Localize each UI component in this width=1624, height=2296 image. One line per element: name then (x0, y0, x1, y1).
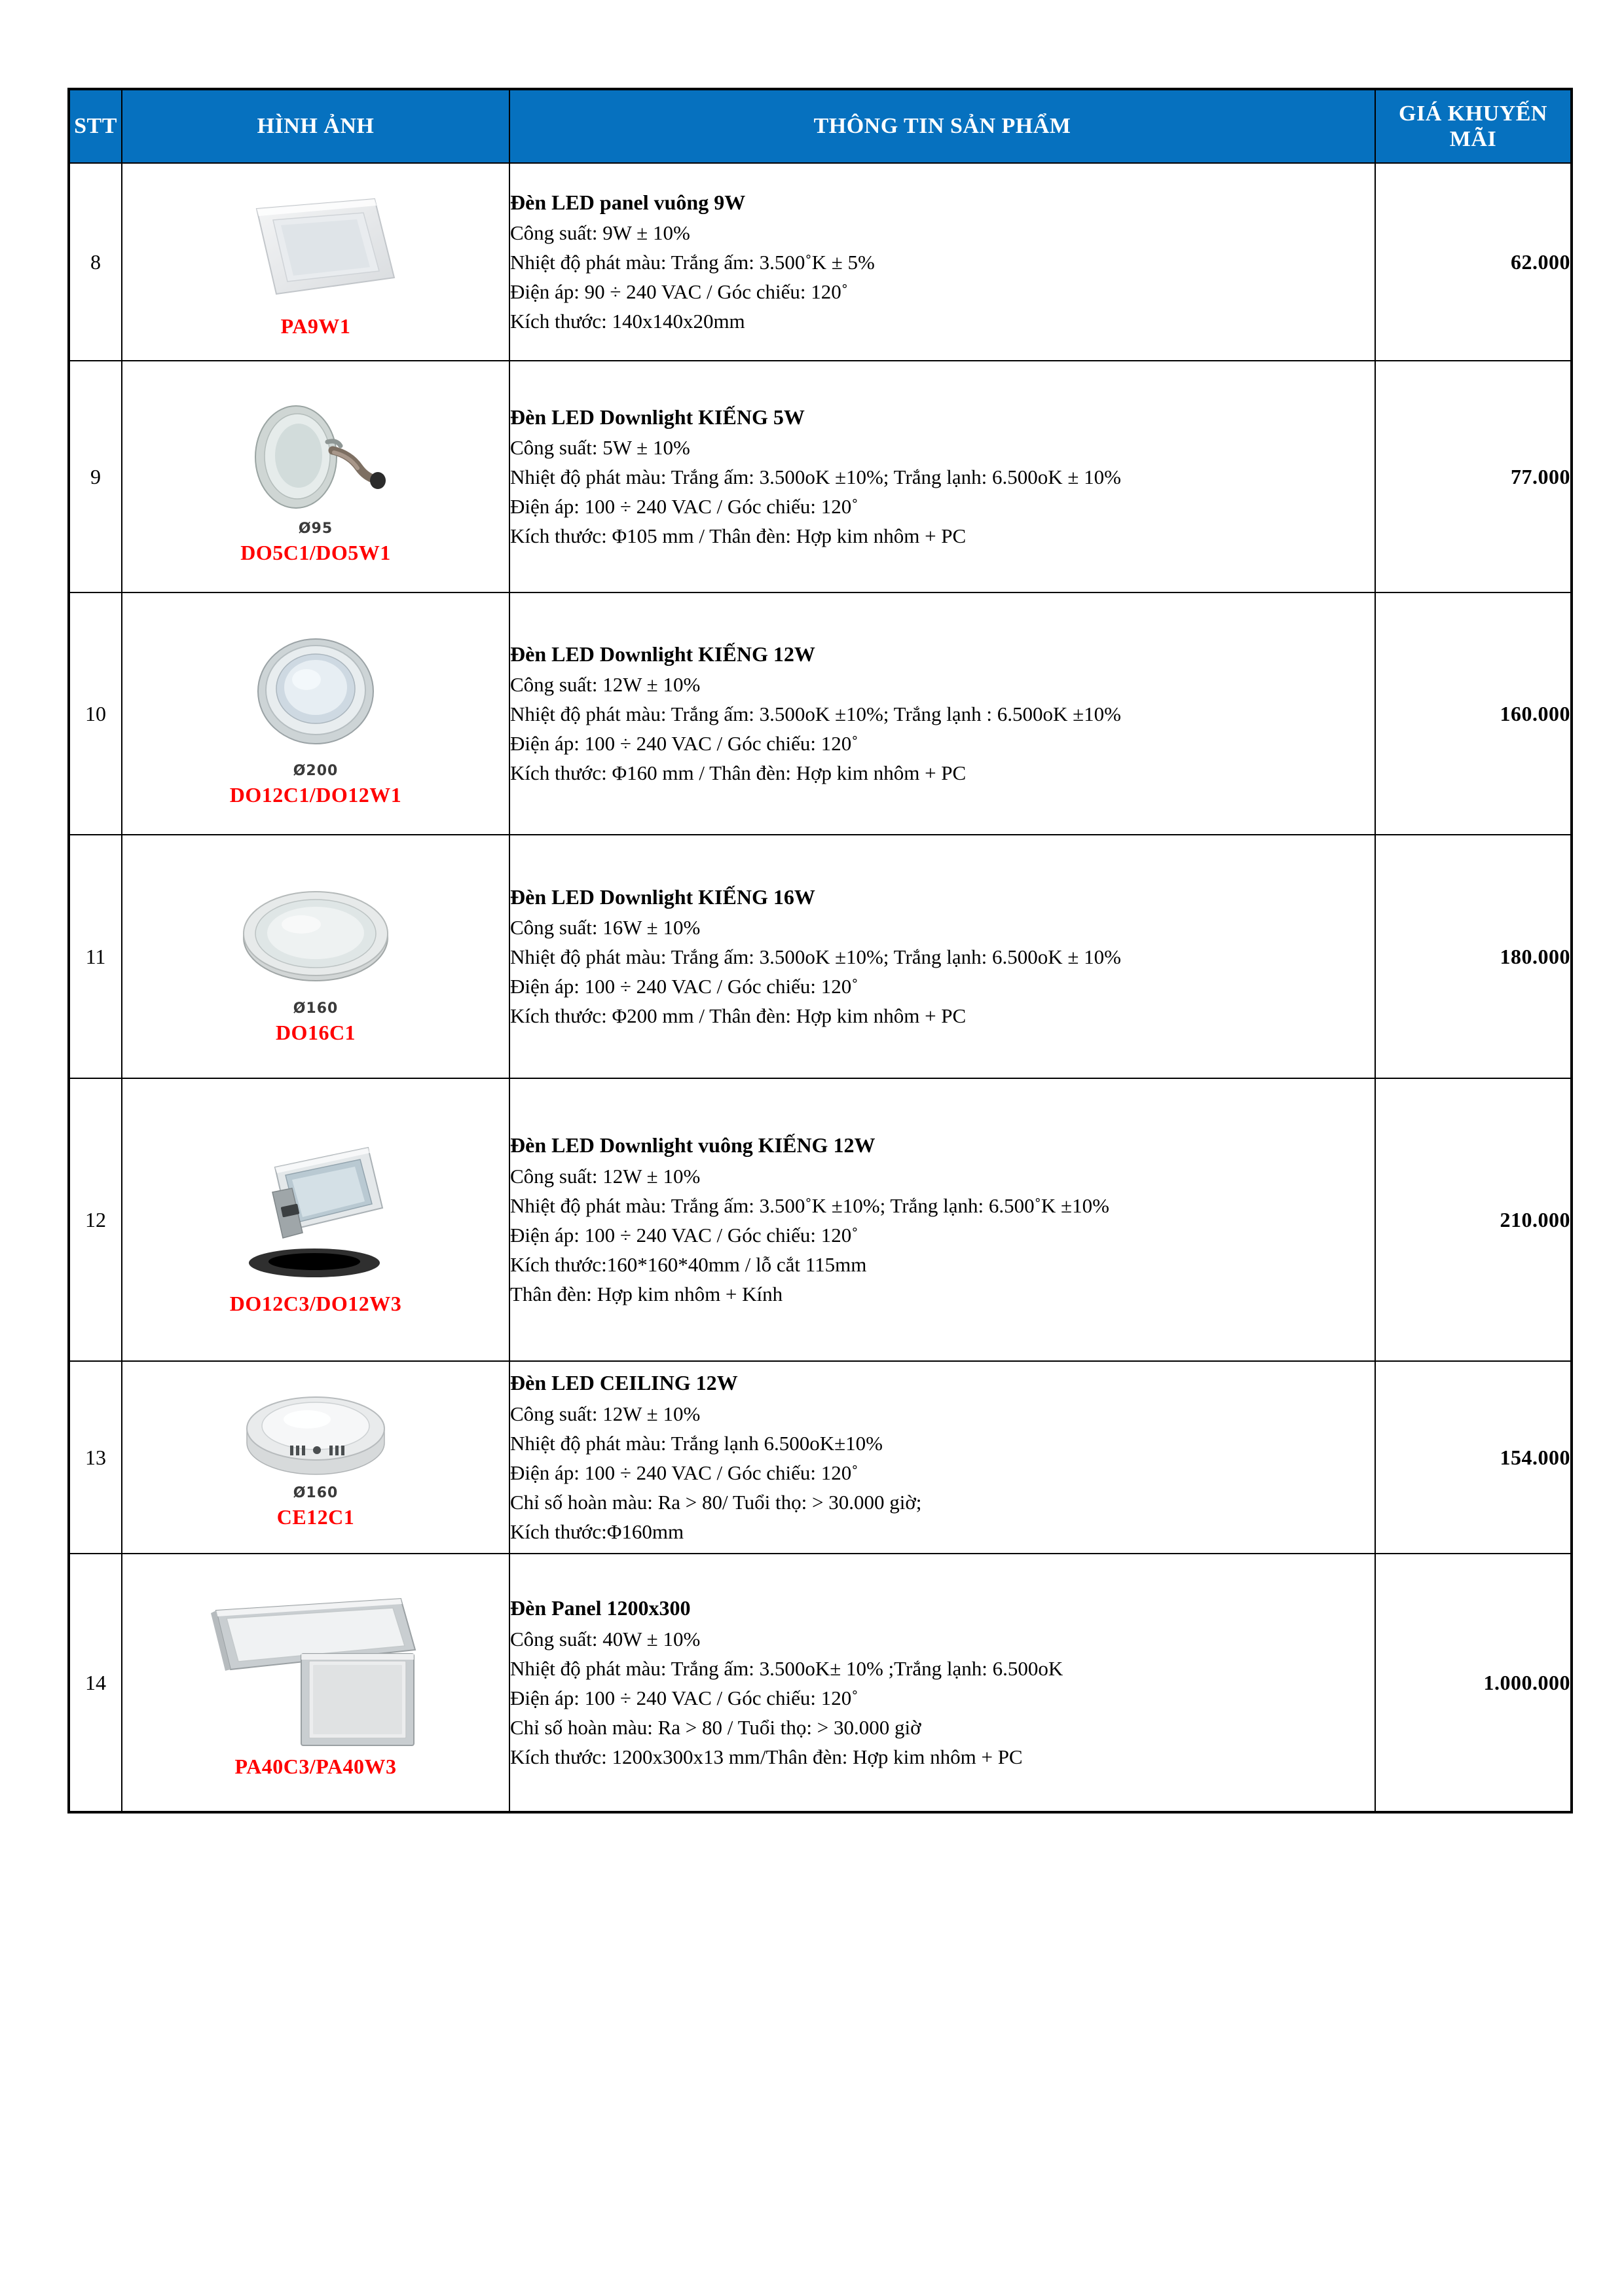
product-code: DO5C1/DO5W1 (240, 541, 391, 564)
product-code: DO12C1/DO12W1 (229, 782, 402, 807)
spec-line: Công suất: 5W ± 10% (510, 436, 690, 460)
spec-line: Công suất: 12W ± 10% (510, 673, 701, 697)
product-image-cell (122, 835, 509, 1078)
header-row (69, 89, 1572, 163)
spec-line: Nhiệt độ phát màu: Trắng ấm: 3.500oK± 10% ;Trắng lạnh: 6.500oK (510, 1656, 1063, 1680)
promo-price: 77.000 (1375, 361, 1572, 592)
product-title: Đèn LED Downlight KIẾNG 12W (510, 642, 815, 666)
spec-line: Điện áp: 100 ÷ 240 VAC / Góc chiếu: 120˚ (510, 732, 858, 756)
product-price-table (67, 88, 1573, 1813)
product-info-cell (509, 1554, 1375, 1812)
table-row (69, 163, 1572, 361)
spec-line: Thân đèn: Hợp kim nhôm + Kính (510, 1282, 783, 1305)
spec-line: Kích thước: 140x140x20mm (510, 310, 745, 333)
spec-line: Điện áp: 100 ÷ 240 VAC / Góc chiếu: 120˚ (510, 1461, 858, 1484)
dimension-label: Ø160 (293, 1000, 339, 1017)
header-info: THÔNG TIN SẢN PHẨM (509, 89, 1375, 163)
header-price-line2: MÃI (1449, 127, 1497, 151)
spec-line: Nhiệt độ phát màu: Trắng ấm: 3.500oK ±10%; Trắng lạnh : 6.500oK ±10% (510, 702, 1121, 726)
spec-line: Kích thước:Φ160mm (510, 1520, 684, 1543)
product-image-cell (122, 361, 509, 592)
spec-line: Chỉ số hoàn màu: Ra > 80 / Tuổi thọ: > 30.000 giờ (510, 1715, 921, 1739)
product-info-cell (509, 592, 1375, 835)
product-code: CE12C1 (276, 1505, 355, 1529)
spec-line: Điện áp: 90 ÷ 240 VAC / Góc chiếu: 120˚ (510, 280, 849, 304)
product-code: DO12C3/DO12W3 (229, 1291, 402, 1315)
spec-line: Công suất: 16W ± 10% (510, 916, 701, 939)
round-downlight-angled-icon (217, 388, 414, 519)
spec-line: Nhiệt độ phát màu: Trắng ấm: 3.500˚K ± 5% (510, 251, 875, 274)
square-panel-light-icon (208, 186, 424, 310)
product-info-cell (509, 1078, 1375, 1361)
header-stt: STT (69, 89, 122, 163)
row-index: 10 (69, 592, 122, 835)
header-price-line1: GIÁ KHUYẾN (1399, 101, 1547, 126)
product-info-cell (509, 361, 1375, 592)
product-info-cell (509, 163, 1375, 361)
spec-line: Điện áp: 100 ÷ 240 VAC / Góc chiếu: 120˚ (510, 1686, 858, 1709)
product-title: Đèn LED Downlight KIẾNG 16W (510, 884, 815, 909)
promo-price: 154.000 (1375, 1361, 1572, 1554)
product-code: DO16C1 (275, 1021, 356, 1044)
spec-line: Công suất: 40W ± 10% (510, 1627, 701, 1650)
table-row (69, 361, 1572, 592)
product-image-cell (122, 1078, 509, 1361)
product-image-cell (122, 592, 509, 835)
spec-line: Kích thước: Φ105 mm / Thân đèn: Hợp kim nhôm + PC (510, 524, 967, 548)
product-title: Đèn LED Downlight KIẾNG 5W (510, 405, 805, 429)
table-header (69, 89, 1572, 163)
product-title: Đèn LED panel vuông 9W (510, 190, 746, 214)
ceiling-surface-light-icon (221, 1385, 411, 1484)
table-row (69, 592, 1572, 835)
spec-line: Kích thước:160*160*40mm / lỗ cắt 115mm (510, 1252, 867, 1276)
spec-line: Nhiệt độ phát màu: Trắng lạnh 6.500oK±10% (510, 1431, 883, 1455)
product-image-cell (122, 1554, 509, 1812)
spec-line: Chỉ số hoàn màu: Ra > 80/ Tuổi thọ: > 30.000 giờ; (510, 1490, 922, 1514)
product-info-cell (509, 1361, 1375, 1554)
product-code: PA9W1 (280, 314, 351, 338)
row-index: 13 (69, 1361, 122, 1554)
spec-line: Nhiệt độ phát màu: Trắng ấm: 3.500oK ±10%; Trắng lạnh: 6.500oK ± 10% (510, 465, 1121, 489)
product-title: Đèn LED CEILING 12W (510, 1371, 738, 1395)
spec-line: Kích thước: Φ200 mm / Thân đèn: Hợp kim nhôm + PC (510, 1004, 967, 1028)
row-index: 9 (69, 361, 122, 592)
round-glass-downlight-icon (217, 621, 414, 761)
spec-line: Nhiệt độ phát màu: Trắng ấm: 3.500oK ±10%; Trắng lạnh: 6.500oK ± 10% (510, 945, 1121, 969)
dimension-label: Ø95 (298, 520, 333, 537)
spec-line: Điện áp: 100 ÷ 240 VAC / Góc chiếu: 120˚ (510, 1223, 858, 1247)
spec-line: Điện áp: 100 ÷ 240 VAC / Góc chiếu: 120˚ (510, 495, 858, 519)
promo-price: 62.000 (1375, 163, 1572, 361)
table-row (69, 1361, 1572, 1554)
row-index: 8 (69, 163, 122, 361)
product-title: Đèn LED Downlight vuông KIẾNG 12W (510, 1133, 876, 1157)
square-glass-downlight-icon (204, 1124, 427, 1288)
spec-line: Công suất: 12W ± 10% (510, 1164, 701, 1188)
dimension-label: Ø160 (293, 1485, 339, 1501)
spec-line: Kích thước: 1200x300x13 mm/Thân đèn: Hợp kim nhôm + PC (510, 1745, 1023, 1768)
table-row (69, 835, 1572, 1078)
spec-line: Điện áp: 100 ÷ 240 VAC / Góc chiếu: 120˚ (510, 975, 858, 998)
product-image-cell (122, 1361, 509, 1554)
spec-line: Nhiệt độ phát màu: Trắng ấm: 3.500˚K ±10%; Trắng lạnh: 6.500˚K ±10% (510, 1194, 1109, 1217)
table-body (69, 163, 1572, 1812)
product-info-cell (509, 835, 1375, 1078)
row-index: 14 (69, 1554, 122, 1812)
promo-price: 1.000.000 (1375, 1554, 1572, 1812)
promo-price: 210.000 (1375, 1078, 1572, 1361)
product-image-cell (122, 163, 509, 361)
dimension-label: Ø200 (293, 762, 339, 779)
spec-line: Kích thước: Φ160 mm / Thân đèn: Hợp kim nhôm + PC (510, 761, 967, 785)
header-price (1375, 89, 1572, 163)
row-index: 11 (69, 835, 122, 1078)
spec-line: Công suất: 12W ± 10% (510, 1402, 701, 1425)
promo-price: 180.000 (1375, 835, 1572, 1078)
table-row (69, 1554, 1572, 1812)
row-index: 12 (69, 1078, 122, 1361)
product-code: PA40C3/PA40W3 (234, 1754, 397, 1778)
promo-price: 160.000 (1375, 592, 1572, 835)
product-title: Đèn Panel 1200x300 (510, 1596, 691, 1620)
table-row (69, 1078, 1572, 1361)
header-image: HÌNH ẢNH (122, 89, 509, 163)
round-flat-downlight-icon (214, 868, 417, 999)
panel-1200x300-icon (185, 1587, 447, 1751)
spec-line: Công suất: 9W ± 10% (510, 221, 690, 245)
